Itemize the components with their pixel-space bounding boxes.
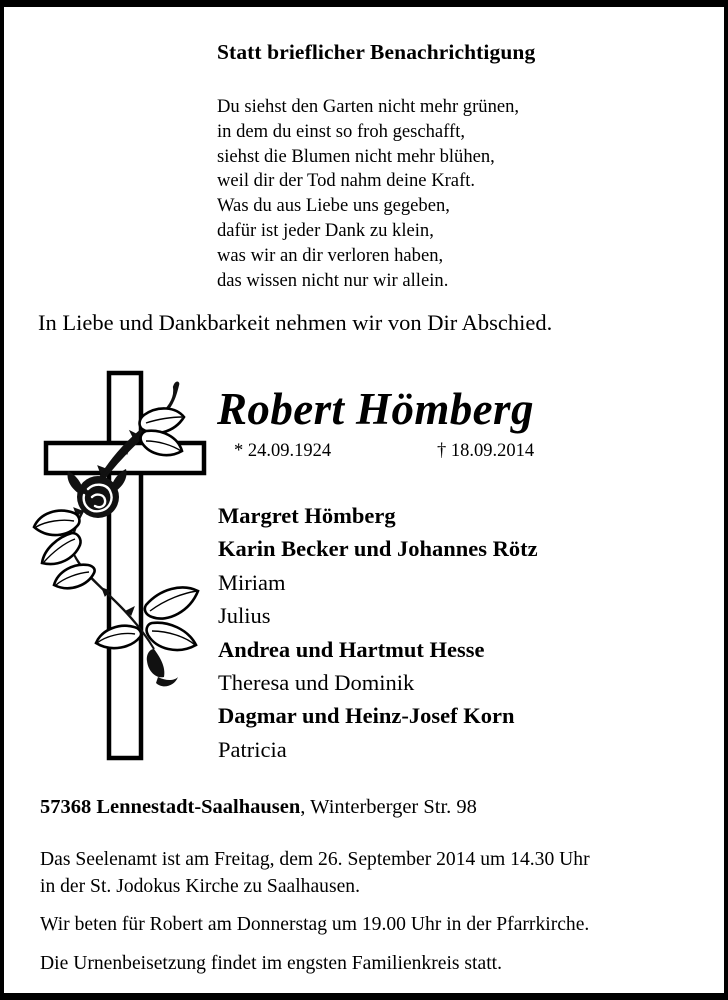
- burial-announcement: [40, 951, 728, 978]
- mass-line: Das Seelenamt ist am Freitag, dem 26. September 2014 um 14.30 Uhr: [40, 849, 590, 870]
- poem-line: Was du aus Liebe uns gegeben,: [217, 195, 450, 217]
- mourner-name: Andrea und Hartmut Hesse: [218, 636, 485, 662]
- poem-line: in dem du einst so froh geschafft,: [217, 120, 466, 142]
- notice-heading: Statt brieflicher Benachrichtigung: [217, 40, 536, 64]
- mourner-name: Dagmar und Heinz-Josef Korn: [218, 703, 515, 729]
- memorial-poem: [217, 95, 519, 293]
- mourner-name: Theresa und Dominik: [218, 670, 415, 696]
- mass-line: in der St. Jodokus Kirche zu Saalhausen.: [40, 875, 360, 897]
- death-date: † 18.09.2014: [437, 441, 535, 461]
- poem-line: Du siehst den Garten nicht mehr grünen,: [217, 96, 520, 117]
- address-city: 57368 Lennestadt-Saalhausen: [40, 796, 301, 818]
- mourners-list: [218, 499, 538, 766]
- mourner-name: Patricia: [218, 736, 287, 762]
- cross-with-rose-vine-icon: [26, 365, 216, 765]
- prayer-line: Wir beten für Robert am Donnerstag um 19.00 Uhr in der Pfarrkirche.: [40, 914, 590, 935]
- poem-line: siehst die Blumen nicht mehr blühen,: [217, 145, 495, 167]
- mass-announcement: [40, 847, 728, 900]
- mourner-name: Margret Hömberg: [218, 503, 396, 528]
- birth-date: * 24.09.1924: [234, 441, 332, 461]
- service-details: [40, 847, 728, 989]
- prayer-announcement: [40, 912, 728, 939]
- farewell-line: In Liebe und Dankbarkeit nehmen wir von Dir Abschied.: [38, 310, 553, 335]
- life-dates: [234, 441, 594, 462]
- mourner-name: Julius: [218, 603, 271, 629]
- address-line: [40, 796, 477, 819]
- poem-line: was wir an dir verloren haben,: [217, 244, 444, 266]
- poem-line: dafür ist jeder Dank zu klein,: [217, 219, 434, 241]
- notice-inner: [4, 7, 724, 993]
- mourner-name: Miriam: [218, 569, 286, 595]
- poem-line: weil dir der Tod nahm deine Kraft.: [217, 170, 476, 192]
- burial-line: Die Urnenbeisetzung findet im engsten Familienkreis statt.: [40, 952, 502, 974]
- mourner-name: Karin Becker und Johannes Rötz: [218, 536, 538, 562]
- poem-line: das wissen nicht nur wir allein.: [217, 269, 449, 291]
- deceased-name: Robert Hömberg: [217, 384, 534, 434]
- address-street: , Winterberger Str. 98: [300, 796, 477, 818]
